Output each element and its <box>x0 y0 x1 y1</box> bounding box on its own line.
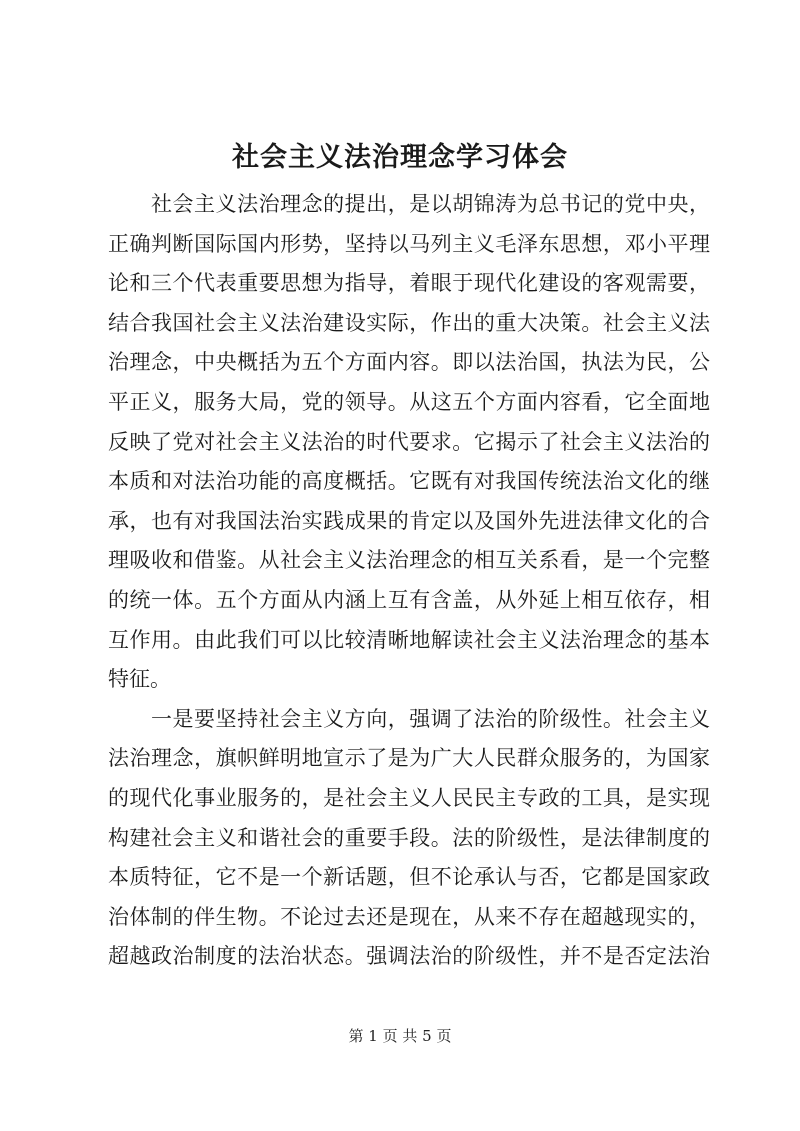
text-line: 法治理念，旗帜鲜明地宣示了是为广大人民群众服务的，为国家 <box>108 746 710 771</box>
text-line: 本质特征，它不是一个新话题，但不论承认与否，它都是国家政 <box>108 865 710 890</box>
paragraph-1 <box>108 185 710 700</box>
text-line: 论和三个代表重要思想为指导，着眼于现代化建设的客观需要， <box>108 271 710 296</box>
text-line: 的现代化事业服务的，是社会主义人民民主专政的工具，是实现 <box>108 785 710 810</box>
text-line: 反映了党对社会主义法治的时代要求。它揭示了社会主义法治的 <box>108 429 710 454</box>
text-line: 超越政治制度的法治状态。强调法治的阶级性，并不是否定法治 <box>108 944 710 969</box>
document-title: 社会主义法治理念学习体会 <box>232 142 568 173</box>
text-line: 特征。 <box>108 667 171 692</box>
text-line: 构建社会主义和谐社会的重要手段。法的阶级性，是法律制度的 <box>108 825 710 850</box>
text-line: 承，也有对我国法治实践成果的肯定以及国外先进法律文化的合 <box>108 508 710 533</box>
text-line: 本质和对法治功能的高度概括。它既有对我国传统法治文化的继 <box>108 469 710 494</box>
text-line: 理吸收和借鉴。从社会主义法治理念的相互关系看，是一个完整 <box>108 548 710 573</box>
paragraph-2 <box>108 700 710 977</box>
text-line: 正确判断国际国内形势，坚持以马列主义毛泽东思想，邓小平理 <box>108 231 710 256</box>
text-line: 治体制的伴生物。不论过去还是现在，从来不存在超越现实的， <box>108 904 710 929</box>
text-line: 的统一体。五个方面从内涵上互有含盖，从外延上相互依存，相 <box>108 587 710 612</box>
text-line: 结合我国社会主义法治建设实际，作出的重大决策。社会主义法 <box>108 310 710 335</box>
text-line: 互作用。由此我们可以比较清晰地解读社会主义法治理念的基本 <box>108 627 710 652</box>
page-footer: 第 1 页 共 5 页 <box>348 1027 452 1045</box>
text-line: 平正义，服务大局，党的领导。从这五个方面内容看，它全面地 <box>108 389 710 414</box>
text-line: 一是要坚持社会主义方向，强调了法治的阶级性。社会主义 <box>151 706 710 731</box>
text-line: 治理念，中央概括为五个方面内容。即以法治国，执法为民，公 <box>108 350 710 375</box>
document-body <box>108 185 710 977</box>
text-line: 社会主义法治理念的提出，是以胡锦涛为总书记的党中央， <box>151 192 710 216</box>
